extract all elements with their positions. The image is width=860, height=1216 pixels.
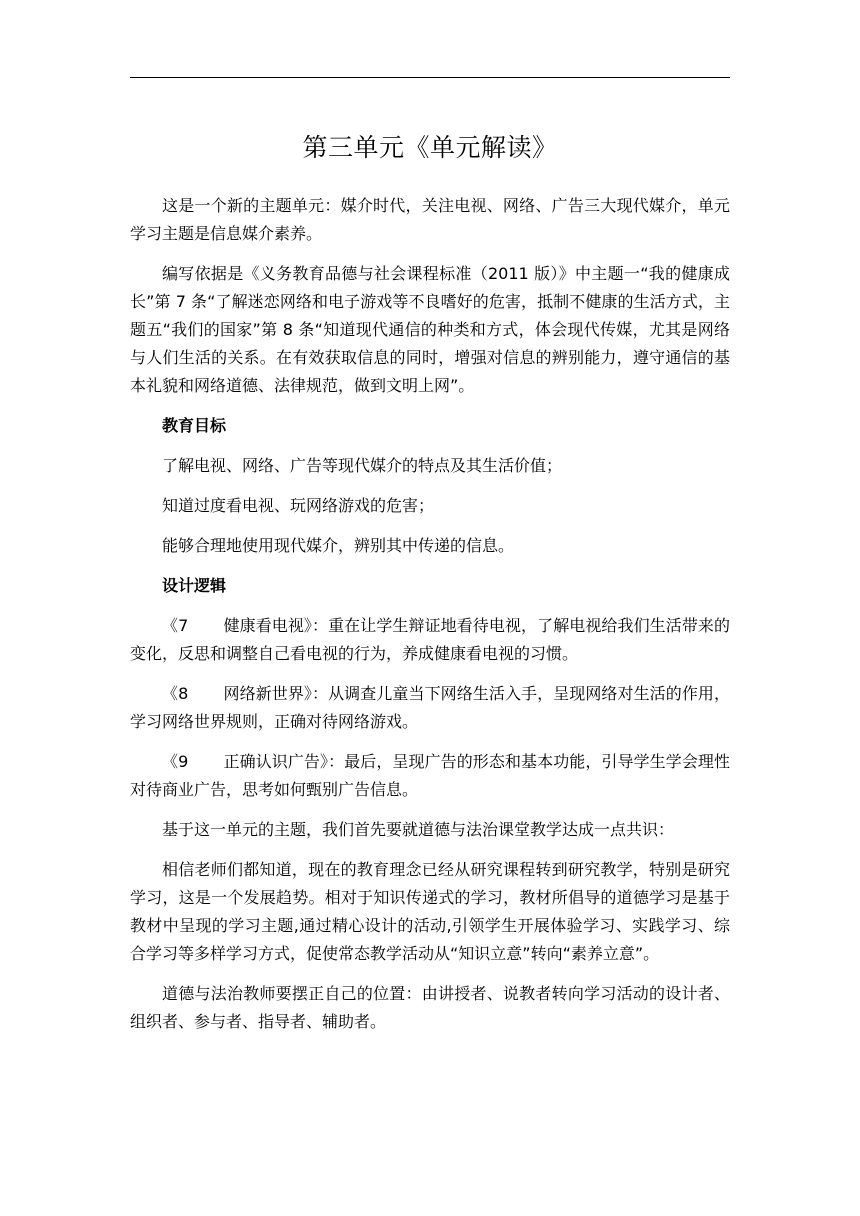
logic-heading: 设计逻辑: [162, 576, 227, 595]
consensus-paragraph: 基于这一单元的主题，我们首先要就道德与法治课堂教学达成一点共识：: [162, 820, 675, 839]
lesson-number: 《8: [162, 684, 189, 703]
lesson-8-paragraph: [130, 680, 730, 736]
research-paragraph: 相信老师们都知道，现在的教育理念已经从研究课程转到研究教学，特别是研究学习，这是一个发展趋势。相对于知识传递式的学习，教材所倡导的道德学习是基于教材中呈现的学习主题,通过精心设计的活动,引领学生开展体验学习、实践学习、综合学习等多样学习方式，促使常态教学活动从“知识立意”转向“素养立意”。: [130, 860, 730, 963]
goal-item: 了解电视、网络、广告等现代媒介的特点及其生活价值；: [162, 456, 563, 475]
lesson-description: ：从调查儿童当下网络生活入手，呈现网络对生活的作用，学习网络世界规则，正确对待网络游戏。: [130, 684, 730, 731]
goals-heading: 教育目标: [162, 416, 227, 435]
lesson-description: ：最后，呈现广告的形态和基本功能，引导学生学会理性对待商业广告，思考如何甄别广告信息。: [130, 752, 730, 799]
teacher-role-paragraph: 道德与法治教师要摆正自己的位置：由讲授者、说教者转向学习活动的设计者、组织者、参与者、指导者、辅助者。: [130, 984, 730, 1031]
document-title: 第三单元《单元解读》: [302, 133, 558, 162]
document-body: [130, 128, 730, 1048]
goal-item: 能够合理地使用现代媒介，辨别其中传递的信息。: [162, 536, 515, 555]
lesson-9-paragraph: [130, 748, 730, 804]
lesson-name: 正确认识广告》: [223, 752, 329, 771]
lesson-description: ：重在让学生辩证地看待电视，了解电视给我们生活带来的变化，反思和调整自己看电视的行为，养成健康看电视的习惯。: [130, 616, 730, 663]
lesson-number: 《9: [162, 752, 189, 771]
lesson-7-paragraph: [130, 612, 730, 668]
basis-paragraph: 编写依据是《义务教育品德与社会课程标准（2011 版）》中主题一“我的健康成长”第 7 条“了解迷恋网络和电子游戏等不良嗜好的危害，抵制不健康的生活方式，主题五“我们的国家”第 8 条“知道现代通信的种类和方式，体会现代传媒，尤其是网络与人们生活的关系。在有效获取信息的同时，增强对信息的辨别能力，遵守通信的基本礼貌和网络道德、法律规范，做到文明上网”。: [130, 264, 730, 395]
goal-item: 知道过度看电视、玩网络游戏的危害；: [162, 496, 435, 515]
intro-paragraph: 这是一个新的主题单元：媒介时代，关注电视、网络、广告三大现代媒介，单元学习主题是信息媒介素养。: [130, 196, 730, 243]
lesson-number: 《7: [162, 616, 189, 635]
lesson-name: 网络新世界》: [223, 684, 313, 703]
lesson-name: 健康看电视》: [223, 616, 313, 635]
header-rule: [130, 77, 730, 78]
